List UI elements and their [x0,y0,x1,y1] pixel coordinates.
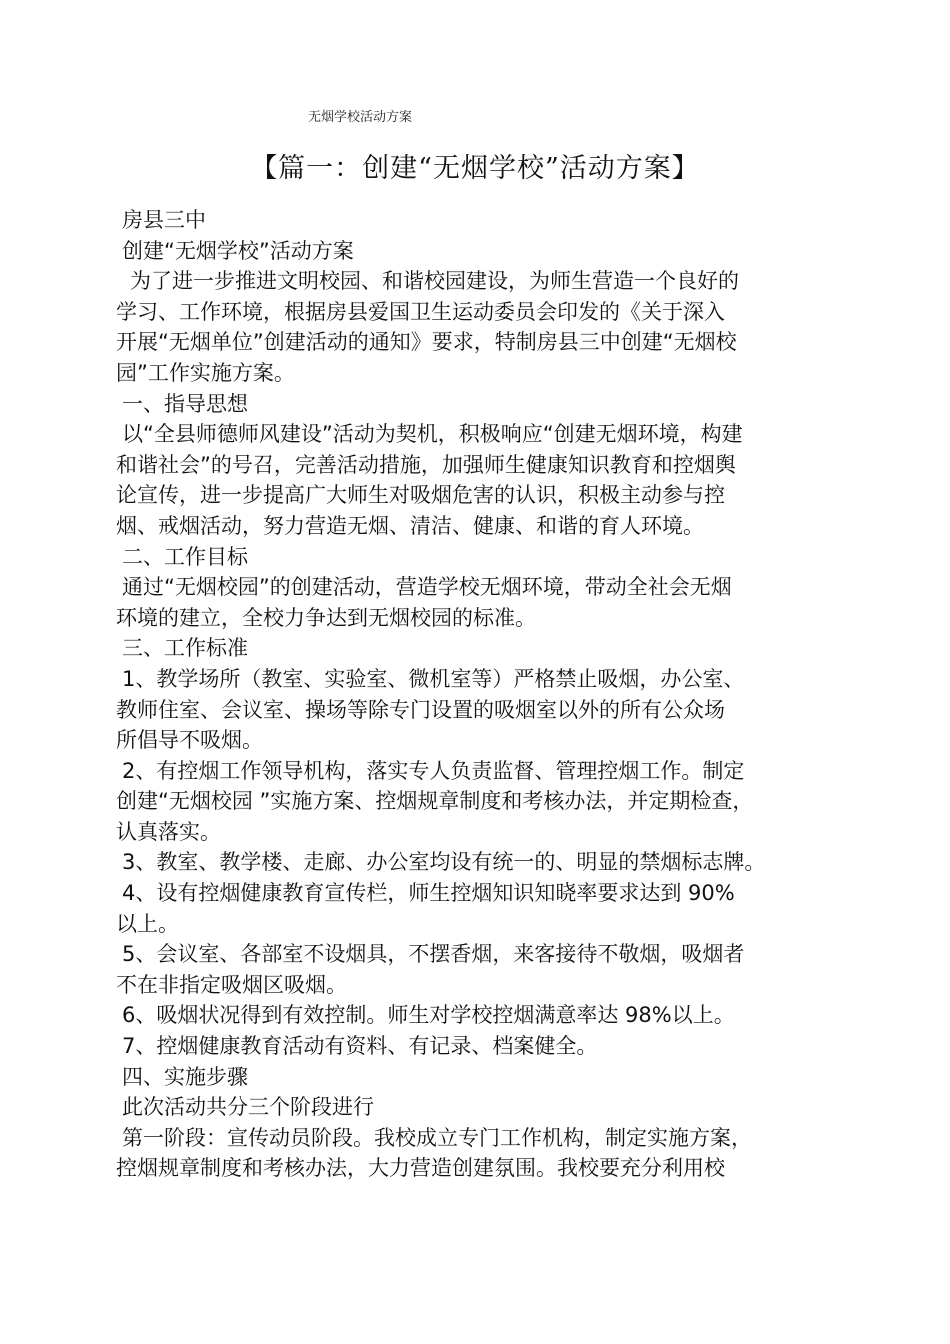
text-line: 3、教室、教学楼、走廊、办公室均设有统一的、明显的禁烟标志牌。 [122,850,766,875]
running-header: 无烟学校活动方案 [308,110,413,125]
text-line: 第一阶段：宣传动员阶段。我校成立专门工作机构，制定实施方案， [122,1125,752,1150]
text-line: 2、有控烟工作领导机构，落实专人负责监督、管理控烟工作。制定 [122,758,745,783]
text-line: 创建“无烟校园 ”实施方案、控烟规章制度和考核办法，并定期检查， [116,789,754,814]
text-line: 6、吸烟状况得到有效控制。师生对学校控烟满意率达 98%以上。 [122,1003,735,1028]
text-line: 教师住室、会议室、操场等除专门设置的吸烟室以外的所有公众场 [116,697,725,722]
text-line: 4、设有控烟健康教育宣传栏，师生控烟知识知晓率要求达到 90% [122,881,735,906]
text-line: 房县三中 [122,208,206,232]
text-line: 为了进一步推进文明校园、和谐校园建设，为师生营造一个良好的 [130,269,739,294]
text-line: 和谐社会”的号召，完善活动措施，加强师生健康知识教育和控烟舆 [116,452,736,477]
document-title: 【篇一：创建“无烟学校”活动方案】 [250,153,700,184]
text-line: 论宣传，进一步提高广大师生对吸烟危害的认识，积极主动参与控 [116,483,725,508]
text-line: 此次活动共分三个阶段进行 [122,1095,374,1120]
text-line: 所倡导不吸烟。 [116,728,263,753]
text-line: 通过“无烟校园”的创建活动，营造学校无烟环境，带动全社会无烟 [122,575,732,600]
section-heading: 三、工作标准 [122,636,248,661]
text-line: 以“全县师德师风建设”活动为契机，积极响应“创建无烟环境，构建 [122,422,743,447]
text-line: 1、教学场所（教室、实验室、微机室等）严格禁止吸烟，办公室、 [122,666,745,691]
section-heading: 一、指导思想 [122,391,248,416]
document-body [116,205,846,1184]
text-line: 开展“无烟单位”创建活动的通知》要求，特制房县三中创建“无烟校 [116,330,737,355]
section-heading: 二、工作目标 [122,544,248,569]
text-line: 环境的建立，全校力争达到无烟校园的标准。 [116,605,536,630]
text-line: 学习、工作环境，根据房县爱国卫生运动委员会印发的《关于深入 [116,299,725,324]
text-line: 以上。 [116,911,179,936]
text-line: 5、会议室、各部室不设烟具，不摆香烟，来客接待不敬烟，吸烟者 [122,942,745,967]
text-line: 烟、戒烟活动，努力营造无烟、清洁、健康、和谐的育人环境。 [116,513,704,538]
text-line: 认真落实。 [116,819,221,844]
text-line: 园”工作实施方案。 [116,360,295,385]
text-line: 控烟规章制度和考核办法，大力营造创建氛围。我校要充分利用校 [116,1156,725,1181]
text-line: 创建“无烟学校”活动方案 [122,238,354,263]
section-heading: 四、实施步骤 [122,1064,248,1089]
text-line: 不在非指定吸烟区吸烟。 [116,972,347,997]
text-line: 7、控烟健康教育活动有资料、有记录、档案健全。 [122,1034,598,1059]
